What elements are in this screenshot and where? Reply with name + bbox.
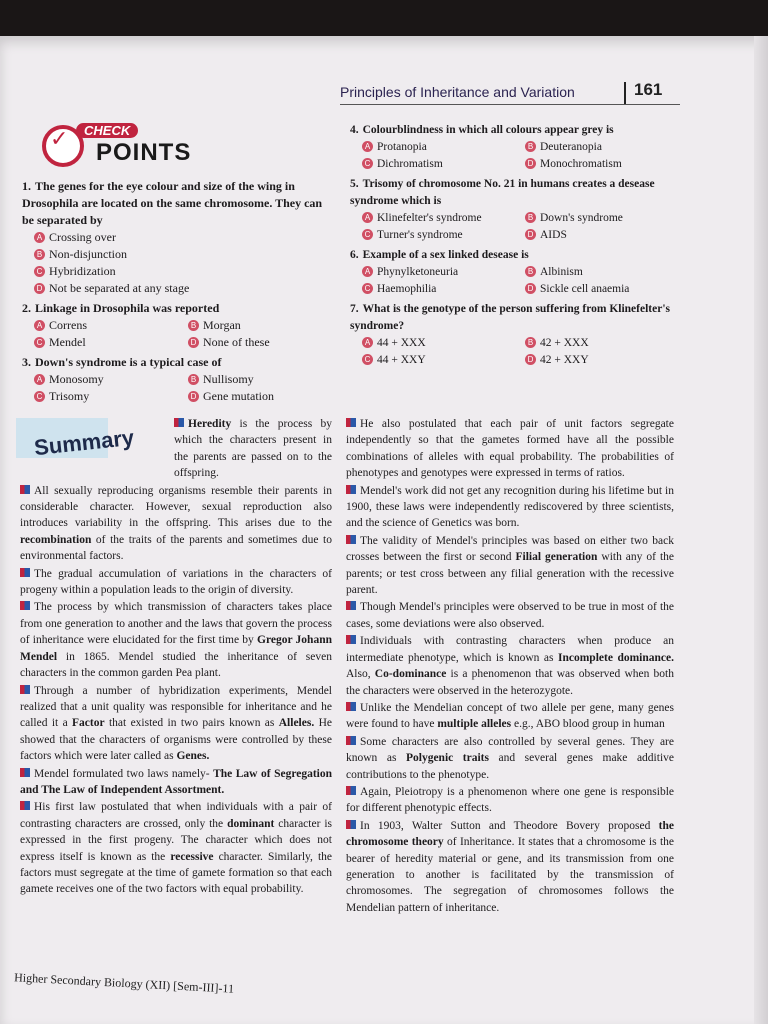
question-item — [22, 300, 334, 351]
paragraph-text: of Inheritance. It states that a chromosome is the bearer of heredity material or gene, and its transmission from one generation to another is facilitated by the transmission of chromosomes. The segregation of chromosomes follows the Mendelian pattern of inheritance. — [346, 836, 674, 914]
paragraph-text: Again, Pleiotropy is a phenomenon where one gene is responsible for different phenotypic effects. — [346, 785, 674, 815]
question-number: 7. — [350, 303, 359, 315]
question-text — [350, 301, 680, 335]
bold-term: recessive — [170, 850, 214, 863]
question-number: 5. — [350, 178, 359, 190]
paragraph-text: Though Mendel's principles were observed to be true in most of the cases, some deviations were also observed. — [346, 601, 674, 630]
option-text: Crossing over — [49, 230, 116, 244]
option-text: 44 + XXX — [377, 337, 426, 349]
option-text: Trisomy — [49, 389, 90, 403]
bullet-icon — [346, 485, 356, 494]
paragraph-text: is the process by which the characters present in the parents are passed on to the offspring. — [174, 418, 332, 480]
option-text: Deuteranopia — [540, 141, 602, 153]
bullet-icon — [174, 418, 184, 427]
answer-option — [34, 229, 334, 246]
paragraph-text: e.g., ABO blood group in human — [511, 718, 665, 731]
answer-option — [362, 139, 517, 156]
question-number: 1. — [22, 179, 31, 193]
paragraph-text: in 1865. Mendel studied the inheritance of seven characters in the common garden Pea plant. — [20, 650, 332, 680]
paragraph-text: that existed in two pairs known as — [104, 717, 279, 730]
bullet-icon — [346, 702, 356, 711]
question-text — [22, 300, 334, 317]
question-text — [22, 178, 334, 229]
paragraph-text: In 1903, Walter Sutton and Theodore Bovery proposed — [360, 819, 659, 832]
option-letter-icon: B — [188, 320, 199, 331]
summary-paragraph — [20, 483, 332, 565]
summary-paragraph — [20, 766, 332, 799]
question-number: 4. — [350, 124, 359, 136]
summary-paragraph — [346, 416, 674, 482]
option-text: Not be separated at any stage — [49, 281, 190, 295]
summary-paragraph — [20, 799, 332, 897]
answer-option — [525, 139, 680, 156]
option-letter-icon: C — [34, 337, 45, 348]
option-text: Phynylketoneuria — [377, 266, 459, 278]
paragraph-text: character. Similarly, the factors must segregate at the time of gamete formation so that each gamete receives one of the two factors with equal probability. — [20, 850, 332, 896]
answer-option — [362, 335, 517, 352]
option-letter-icon: D — [188, 391, 199, 402]
option-letter-icon: D — [525, 229, 536, 240]
bullet-icon — [346, 418, 356, 427]
bold-term: Incomplete dominance. — [558, 651, 674, 664]
answer-option — [362, 156, 517, 173]
option-letter-icon: B — [525, 141, 536, 152]
paragraph-text: The process by which transmission of characters takes place from one generation to another and the laws that govern the process of inheritance were elucidated for the first time by — [20, 601, 332, 647]
question-item — [350, 301, 680, 369]
summary-paragraph — [20, 599, 332, 681]
paragraph-text: and several genes make additive contributions to the phenotype. — [346, 752, 674, 781]
bold-term: recombination — [20, 533, 92, 546]
option-text: Morgan — [203, 318, 241, 332]
paragraph-text: Individuals with contrasting characters when produce an intermediate phenotype, which is known as — [346, 635, 674, 664]
bold-term: Alleles. — [278, 717, 315, 730]
question-text — [22, 354, 334, 371]
summary-column-right — [346, 416, 674, 917]
answer-option — [34, 280, 334, 297]
option-text: Protanopia — [377, 141, 427, 153]
bullet-icon — [20, 801, 30, 810]
summary-paragraph — [20, 566, 332, 599]
option-letter-icon: A — [362, 212, 373, 223]
option-text: Correns — [49, 318, 87, 332]
option-letter-icon: A — [362, 337, 373, 348]
bullet-icon — [20, 768, 30, 777]
option-text: Turner's syndrome — [377, 229, 463, 241]
answer-option — [525, 352, 680, 369]
option-letter-icon: B — [34, 249, 45, 260]
summary-paragraph — [346, 483, 674, 532]
answer-option — [34, 388, 180, 405]
question-item — [350, 176, 680, 244]
question-number: 6. — [350, 249, 359, 261]
bold-term: Heredity — [188, 418, 232, 430]
option-letter-icon: A — [362, 141, 373, 152]
option-text: Nullisomy — [203, 372, 254, 386]
answer-option — [188, 371, 334, 388]
answer-options — [350, 335, 680, 369]
option-text: Haemophilia — [377, 283, 437, 295]
option-text: 42 + XXY — [540, 354, 589, 366]
option-letter-icon: D — [525, 283, 536, 294]
option-text: Albinism — [540, 266, 583, 278]
bullet-icon — [20, 568, 30, 577]
bullet-icon — [346, 820, 356, 829]
answer-options — [22, 371, 334, 405]
option-text: 44 + XXY — [377, 354, 426, 366]
option-letter-icon: B — [525, 212, 536, 223]
bullet-icon — [20, 601, 30, 610]
answer-option — [34, 317, 180, 334]
answer-option — [525, 264, 680, 281]
answer-option — [188, 334, 334, 351]
option-text: None of these — [203, 335, 270, 349]
option-text: Sickle cell anaemia — [540, 283, 630, 295]
answer-option — [34, 334, 180, 351]
paragraph-text: is a phenomenon that was observed when both the characters were observed in the heterozygote. — [346, 668, 674, 697]
bold-term: Factor — [72, 717, 105, 730]
bold-term: dominant — [227, 817, 275, 830]
question-item — [22, 354, 334, 405]
option-letter-icon: B — [525, 266, 536, 277]
paragraph-text: Also, — [346, 668, 375, 681]
answer-option — [34, 371, 180, 388]
option-text: Down's syndrome — [540, 212, 623, 224]
answer-option — [34, 263, 334, 280]
bold-term: Genes. — [176, 750, 210, 763]
paragraph-text: His first law postulated that when individuals with a pair of contrasting characters are crossed, only the — [20, 801, 332, 830]
answer-option — [188, 317, 334, 334]
answer-options — [350, 139, 680, 173]
bold-term: Filial generation — [515, 551, 598, 564]
bullet-icon — [346, 535, 356, 544]
summary-paragraph — [346, 784, 674, 817]
paragraph-text: He showed that the characters of organisms were controlled by these factors which were later called as — [20, 717, 332, 763]
option-text: Klinefelter's syndrome — [377, 212, 482, 224]
points-title: POINTS — [96, 139, 192, 166]
answer-option — [525, 335, 680, 352]
page-edge — [754, 36, 768, 1024]
bold-term: multiple alleles — [437, 718, 512, 731]
bold-term: Polygenic traits — [405, 752, 489, 765]
option-letter-icon: A — [34, 374, 45, 385]
question-stem: Example of a sex linked desease is — [362, 249, 529, 261]
question-number: 2. — [22, 301, 31, 315]
bullet-icon — [346, 736, 356, 745]
answer-option — [362, 352, 517, 369]
paragraph-text: character is expressed in the first progeny. The character which does not express itself is known as the — [20, 817, 332, 863]
question-stem: Colourblindness in which all colours appear grey is — [362, 124, 614, 136]
option-letter-icon: C — [34, 391, 45, 402]
option-letter-icon: D — [525, 158, 536, 169]
answer-option — [188, 388, 334, 405]
option-letter-icon: A — [34, 232, 45, 243]
option-text: Monochromatism — [540, 158, 622, 170]
chapter-title: Principles of Inheritance and Variation — [340, 84, 575, 100]
bullet-icon — [20, 685, 30, 694]
option-text: Dichromatism — [377, 158, 443, 170]
question-stem: What is the genotype of the person suffering from Klinefelter's syndrome? — [350, 303, 670, 332]
page-footer: Higher Secondary Biology (XII) [Sem-III]-11 — [13, 970, 235, 996]
header-rule — [340, 104, 680, 105]
question-stem: Down's syndrome is a typical case of — [35, 355, 222, 369]
answer-option — [362, 281, 517, 298]
option-letter-icon: D — [188, 337, 199, 348]
option-letter-icon: C — [34, 266, 45, 277]
option-letter-icon: B — [525, 337, 536, 348]
answer-options — [350, 210, 680, 244]
question-text — [350, 247, 680, 264]
option-letter-icon: C — [362, 229, 373, 240]
option-letter-icon: C — [362, 354, 373, 365]
checkmark-icon: ✓ — [50, 127, 69, 152]
option-text: Monosomy — [49, 372, 104, 386]
summary-paragraph — [346, 533, 674, 599]
answer-option — [525, 281, 680, 298]
summary-paragraph — [20, 683, 332, 765]
option-text: Non-disjunction — [49, 247, 127, 261]
bold-term: Co-dominance — [374, 668, 447, 681]
bullet-icon — [346, 786, 356, 795]
paragraph-text: of the traits of the parents and sometimes due to environmental factors. — [20, 533, 332, 563]
question-stem: Trisomy of chromosome No. 21 in humans creates a desease syndrome which is — [350, 178, 655, 207]
answer-option — [362, 210, 517, 227]
question-stem: The genes for the eye colour and size of the wing in Drosophila are located on the same chromosome. They can be separated by — [22, 179, 323, 227]
option-letter-icon: D — [34, 283, 45, 294]
answer-option — [525, 227, 680, 244]
option-letter-icon: B — [188, 374, 199, 385]
answer-option — [34, 246, 334, 263]
option-letter-icon: A — [362, 266, 373, 277]
option-text: Hybridization — [49, 264, 116, 278]
paragraph-text: Mendel formulated two laws namely- — [34, 767, 214, 780]
running-header — [340, 80, 680, 106]
answer-option — [525, 156, 680, 173]
paragraph-text: Some characters are also controlled by several genes. They are known as — [346, 735, 674, 765]
summary-paragraph — [346, 700, 674, 733]
check-badge: CHECK — [76, 123, 138, 138]
option-text: AIDS — [540, 229, 567, 241]
answer-option — [362, 264, 517, 281]
question-item — [350, 247, 680, 298]
paragraph-text: Through a number of hybridization experiments, Mendel realized that a unit quality was responsible for inheritance and he called it a — [20, 684, 332, 730]
header-divider — [624, 82, 626, 104]
summary-column-left — [20, 416, 332, 899]
summary-paragraph — [346, 633, 674, 699]
question-item — [22, 178, 334, 297]
paragraph-text: The validity of Mendel's principles was based on either two back crosses between the first or second — [346, 534, 674, 564]
answer-options — [22, 229, 334, 297]
summary-paragraph — [20, 416, 332, 482]
checkpoint-questions-right — [350, 122, 680, 372]
bullet-icon — [20, 485, 30, 494]
bullet-icon — [346, 601, 356, 610]
bold-term: The Law of Segregation and The Law of Independent Assortment. — [20, 767, 332, 796]
paragraph-text: He also postulated that each pair of unit factors segregate independently so that the gametes formed have all the possible combinations of alleles with equal probability. The probabilities of phenotypes and genotypes were expressed in terms of ratios. — [346, 418, 674, 480]
question-stem: Linkage in Drosophila was reported — [35, 301, 220, 315]
bold-term: the chromosome theory — [346, 819, 674, 849]
paragraph-text: Mendel's work did not get any recognition during his lifetime but in 1900, these laws were independently rediscovered by three scientists, and the science of Genetics was born. — [346, 484, 674, 530]
paragraph-text: with any of the parents; or test cross between any filial generation with the recessive parent. — [346, 551, 674, 597]
paragraph-text: Unlike the Mendelian concept of two allele per gene, many genes were found to have — [346, 701, 674, 731]
bold-term: Gregor Johann Mendel — [20, 634, 332, 663]
option-text: Mendel — [49, 335, 86, 349]
summary-paragraph — [346, 818, 674, 916]
paragraph-text: The gradual accumulation of variations in the characters of progeny within a population leads to the origin of diversity. — [20, 567, 332, 597]
option-letter-icon: C — [362, 158, 373, 169]
summary-heading: Summary — [32, 424, 136, 461]
option-letter-icon: A — [34, 320, 45, 331]
answer-options — [350, 264, 680, 298]
option-letter-icon: D — [525, 354, 536, 365]
question-number: 3. — [22, 355, 31, 369]
answer-option — [525, 210, 680, 227]
question-text — [350, 176, 680, 210]
page-number: 161 — [634, 80, 663, 99]
question-text — [350, 122, 680, 139]
option-text: 42 + XXX — [540, 337, 589, 349]
summary-paragraph — [346, 734, 674, 783]
paragraph-text: All sexually reproducing organisms resemble their parents in considerable character. However, sexual reproduction also introduces variability in the offspring. This arises due to the — [20, 484, 332, 530]
question-item — [350, 122, 680, 173]
answer-option — [362, 227, 517, 244]
bullet-icon — [346, 635, 356, 644]
option-letter-icon: C — [362, 283, 373, 294]
checkpoints-logo — [40, 117, 200, 177]
answer-options — [22, 317, 334, 351]
summary-paragraph — [346, 599, 674, 632]
checkpoint-questions-left — [22, 178, 334, 408]
option-text: Gene mutation — [203, 389, 274, 403]
